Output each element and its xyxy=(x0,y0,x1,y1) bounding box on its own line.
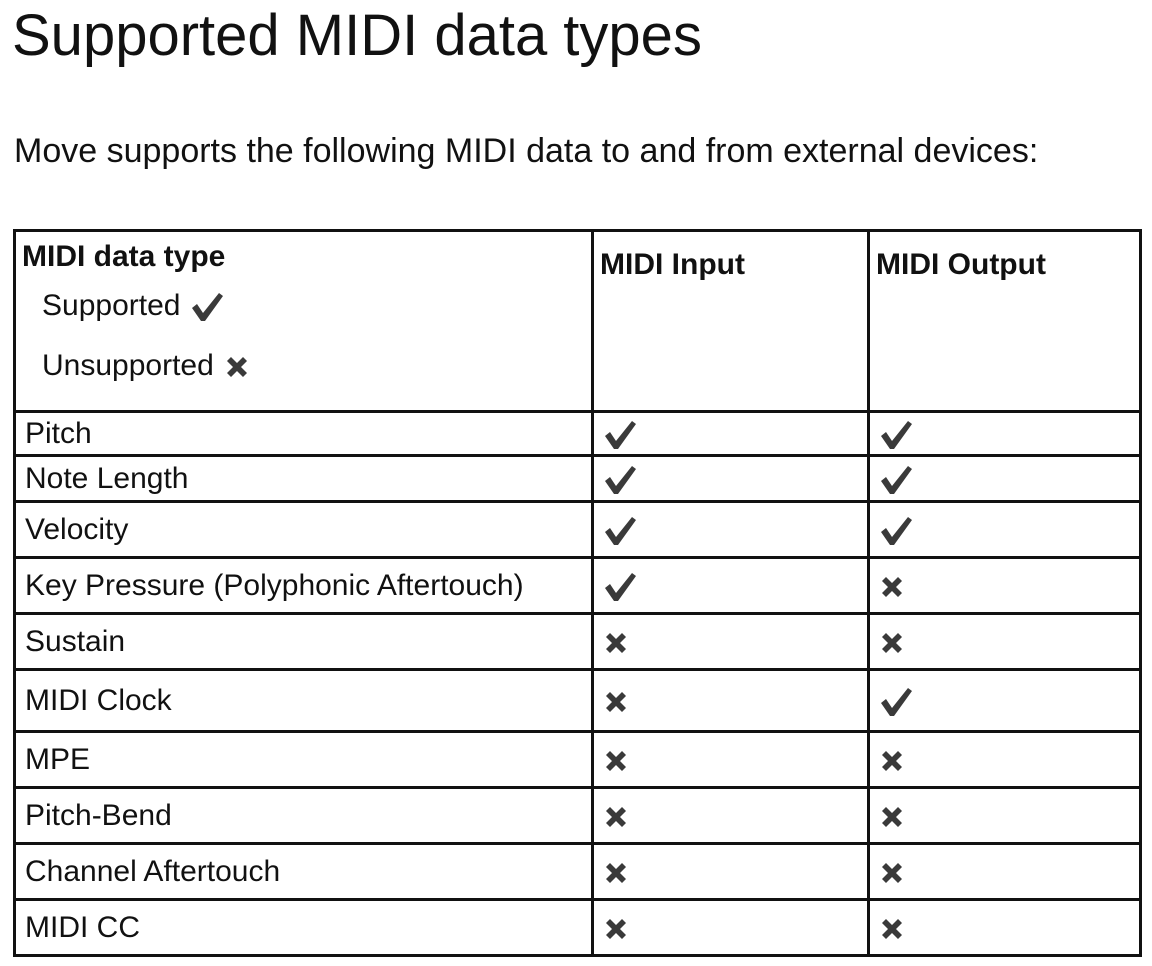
input-support-cell xyxy=(593,558,869,614)
row-label: Sustain xyxy=(15,614,593,670)
legend-unsupported-label: Unsupported xyxy=(42,349,214,382)
cross-icon xyxy=(879,748,905,774)
check-icon xyxy=(190,291,224,323)
check-icon xyxy=(879,515,913,547)
midi-support-table xyxy=(13,229,1142,957)
row-label: MIDI CC xyxy=(15,900,593,956)
table-row xyxy=(15,732,1141,788)
output-support-cell xyxy=(869,502,1141,558)
output-support-cell xyxy=(869,614,1141,670)
cross-icon xyxy=(879,630,905,656)
table-header-row xyxy=(15,231,1141,412)
input-support-cell xyxy=(593,502,869,558)
row-label: Pitch-Bend xyxy=(15,788,593,844)
input-support-cell xyxy=(593,670,869,732)
row-label: Channel Aftertouch xyxy=(15,844,593,900)
check-icon xyxy=(603,515,637,547)
cross-icon xyxy=(879,574,905,600)
cross-icon xyxy=(603,804,629,830)
input-support-cell xyxy=(593,456,869,502)
cross-icon xyxy=(879,860,905,886)
header-midi-output: MIDI Output xyxy=(869,231,1141,412)
output-support-cell xyxy=(869,788,1141,844)
cross-icon xyxy=(603,689,629,715)
check-icon xyxy=(603,419,637,451)
cross-icon xyxy=(603,916,629,942)
check-icon xyxy=(879,419,913,451)
row-label: MPE xyxy=(15,732,593,788)
check-icon xyxy=(879,686,913,718)
table-row xyxy=(15,412,1141,456)
output-support-cell xyxy=(869,558,1141,614)
table-row xyxy=(15,670,1141,732)
row-label: Pitch xyxy=(15,412,593,456)
header-label-data-type: MIDI data type xyxy=(22,240,226,273)
input-support-cell xyxy=(593,900,869,956)
input-support-cell xyxy=(593,788,869,844)
table-row xyxy=(15,614,1141,670)
check-icon xyxy=(603,571,637,603)
output-support-cell xyxy=(869,732,1141,788)
row-label: Key Pressure (Polyphonic Aftertouch) xyxy=(15,558,593,614)
table-row xyxy=(15,900,1141,956)
output-support-cell xyxy=(869,456,1141,502)
output-support-cell xyxy=(869,900,1141,956)
row-label: Velocity xyxy=(15,502,593,558)
page-title: Supported MIDI data types xyxy=(12,3,702,68)
cross-icon xyxy=(879,804,905,830)
cross-icon xyxy=(224,354,250,380)
output-support-cell xyxy=(869,412,1141,456)
table-row xyxy=(15,502,1141,558)
input-support-cell xyxy=(593,732,869,788)
table-row xyxy=(15,456,1141,502)
input-support-cell xyxy=(593,412,869,456)
cross-icon xyxy=(603,748,629,774)
check-icon xyxy=(603,464,637,496)
table-row xyxy=(15,844,1141,900)
table-row xyxy=(15,558,1141,614)
row-label: Note Length xyxy=(15,456,593,502)
legend-supported-label: Supported xyxy=(42,289,181,322)
table-body xyxy=(15,412,1141,956)
legend-unsupported xyxy=(22,336,591,396)
legend-supported xyxy=(22,276,591,336)
cross-icon xyxy=(879,916,905,942)
cross-icon xyxy=(603,630,629,656)
output-support-cell xyxy=(869,670,1141,732)
table-row xyxy=(15,788,1141,844)
header-midi-data-type xyxy=(15,231,593,412)
output-support-cell xyxy=(869,844,1141,900)
input-support-cell xyxy=(593,614,869,670)
row-label: MIDI Clock xyxy=(15,670,593,732)
input-support-cell xyxy=(593,844,869,900)
intro-text: Move supports the following MIDI data to and from external devices: xyxy=(14,132,1039,170)
cross-icon xyxy=(603,860,629,886)
check-icon xyxy=(879,464,913,496)
header-midi-input: MIDI Input xyxy=(593,231,869,412)
